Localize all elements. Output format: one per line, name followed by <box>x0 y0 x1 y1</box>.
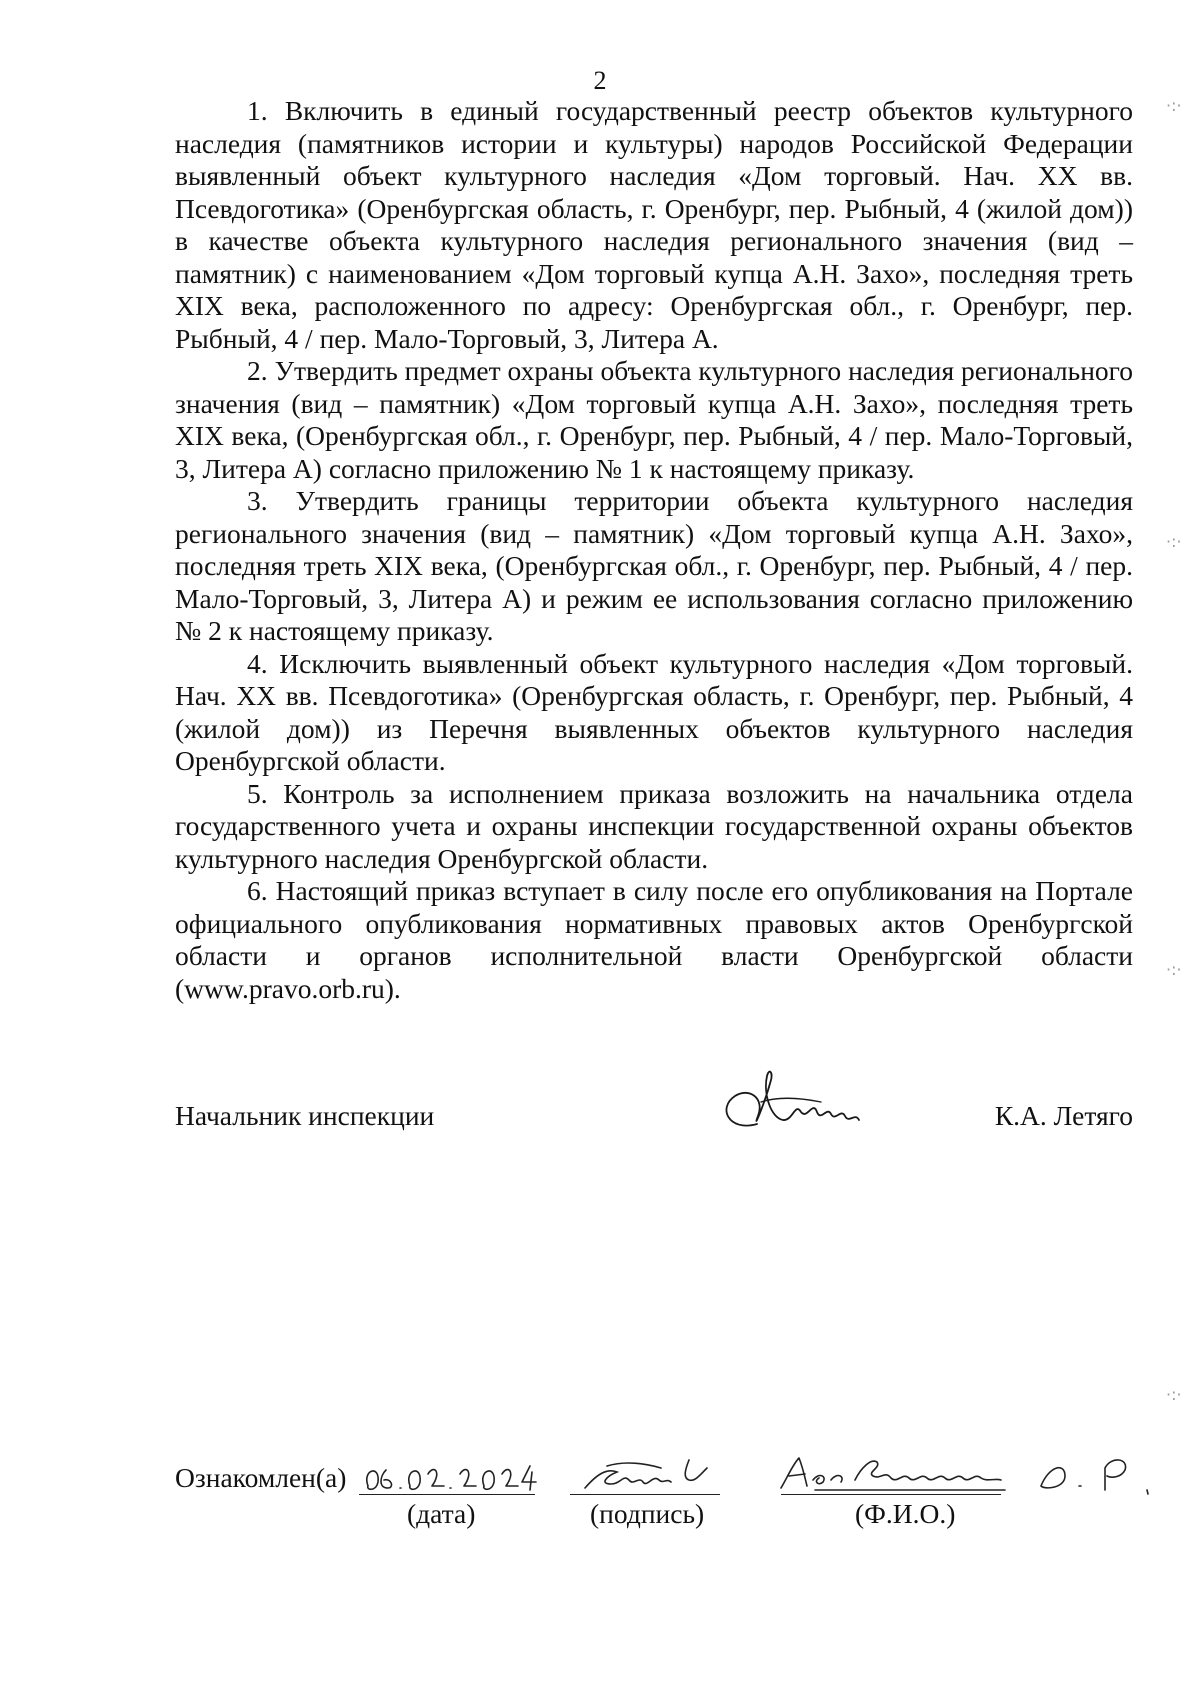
paragraph-4: 4. Исключить выявленный объект культурного наследия «Дом торговый. Нач. XX вв. Псевдоготика» (Оренбургская область, г. Оренбург, пер. Рыбный, 4 (жилой дом)) из Перечня выявленных объектов культурного наследия Оренбургской области. <box>175 647 1133 776</box>
fio-handwritten <box>775 1450 1165 1498</box>
scan-artifact: ·:· <box>1166 1385 1182 1404</box>
scan-artifact: ·:· <box>1166 532 1182 551</box>
paragraph-2: 2. Утвердить предмет охраны объекта культурного наследия регионального значения (вид – памятник) «Дом торговый купца А.Н. Захо», последняя треть XIX века, (Оренбургская обл., г. Оренбург, пер. Рыбный, 4 / пер. Мало-Торговый, 3, Литера А) согласно приложению № 1 к настоящему приказу. <box>175 355 1133 484</box>
paragraph-6: 6. Настоящий приказ вступает в силу после его опубликования на Портале официального опубликования нормативных правовых актов Оренбургской области и органов исполнительной власти Оренбургской области (www.pravo.orb.ru). <box>175 875 1133 1004</box>
scan-artifact: ·:· <box>1166 96 1182 115</box>
signature-caption: (подпись) <box>590 1498 705 1529</box>
acknowledgement-label: Ознакомлен(а) <box>175 1462 347 1493</box>
paragraph-1: 1. Включить в единый государственный реестр объектов культурного наследия (памятников истории и культуры) народов Российской Федерации выявленный объект культурного наследия «Дом торговый. Нач. XX вв. Псевдоготика» (Оренбургская область, г. Оренбург, пер. Рыбный, 4 (жилой дом)) в качестве объекта культурного наследия регионального значения (вид – памятник) с наименованием «Дом торговый купца А.Н. Захо», последняя треть XIX века, расположенного по адресу: Оренбургская обл., г. Оренбург, пер. Рыбный, 4 / пер. Мало-Торговый, 3, Литера А. <box>175 95 1133 354</box>
signer-name: К.А. Летяго <box>994 1100 1133 1131</box>
paragraph-5: 5. Контроль за исполнением приказа возложить на начальника отдела государственного учета и охраны инспекции государственной охраны объектов культурного наследия Оренбургской области. <box>175 777 1133 874</box>
order-body <box>175 95 1133 1005</box>
signature-block <box>175 1092 1133 1140</box>
paragraph-3: 3. Утвердить границы территории объекта культурного наследия регионального значения (вид – памятник) «Дом торговый купца А.Н. Захо», последняя треть XIX века, (Оренбургская обл., г. Оренбург, пер. Рыбный, 4 / пер. Мало-Торговый, 3, Литера А) и режим ее использования согласно приложению № 2 к настоящему приказу. <box>175 485 1133 646</box>
head-signature <box>709 1062 889 1157</box>
date-caption: (дата) <box>407 1498 476 1529</box>
date-handwritten <box>362 1456 542 1496</box>
employee-signature <box>577 1454 727 1498</box>
signature-line <box>570 1494 720 1495</box>
signer-title: Начальник инспекции <box>175 1100 435 1131</box>
fio-caption: (Ф.И.О.) <box>855 1498 956 1529</box>
fio-line <box>781 1494 1001 1495</box>
page-number: 2 <box>593 66 607 95</box>
acknowledgement-block <box>175 1450 1165 1530</box>
scan-artifact: ·:· <box>1166 960 1182 979</box>
date-line <box>359 1494 535 1495</box>
